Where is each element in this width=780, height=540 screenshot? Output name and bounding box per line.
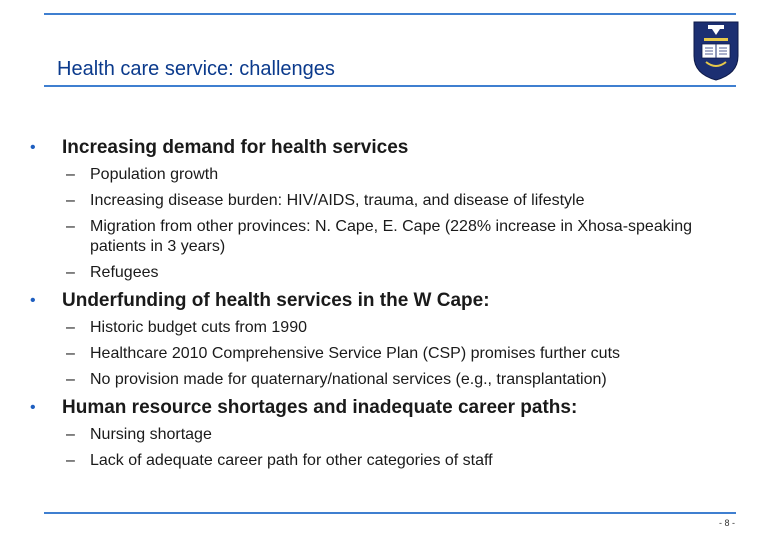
bullet-dot-icon: • bbox=[30, 399, 36, 416]
title-divider bbox=[44, 85, 736, 87]
bullet-level-1 bbox=[28, 289, 728, 313]
dash-icon: – bbox=[66, 192, 75, 209]
sub-bullet: – Increasing disease burden: HIV/AIDS, trauma, and disease of lifestyle bbox=[66, 192, 585, 209]
bullet-group bbox=[28, 289, 728, 390]
bullet-level-1 bbox=[28, 136, 728, 160]
slide-content bbox=[28, 136, 728, 477]
sub-bullet: – No provision made for quaternary/national services (e.g., transplantation) bbox=[66, 371, 607, 388]
bullet-group bbox=[28, 396, 728, 471]
university-crest-icon bbox=[692, 18, 740, 82]
sub-bullet: – Migration from other provinces: N. Cape, E. Cape (228% increase in Xhosa-speaking patients in 3 years) bbox=[66, 218, 693, 255]
bullet-dot-icon: • bbox=[30, 139, 36, 156]
bullet-group bbox=[28, 136, 728, 283]
dash-icon: – bbox=[66, 345, 75, 362]
sub-bullet: – Historic budget cuts from 1990 bbox=[66, 319, 307, 336]
sub-bullet: – Refugees bbox=[66, 264, 159, 281]
sub-bullet-list bbox=[28, 318, 728, 390]
dash-icon: – bbox=[66, 426, 75, 443]
dash-icon: – bbox=[66, 371, 75, 388]
sub-bullet-list bbox=[28, 425, 728, 471]
sub-bullet-list bbox=[28, 165, 728, 283]
bullet-text: Increasing demand for health services bbox=[62, 137, 409, 158]
bullet-dot-icon: • bbox=[30, 292, 36, 309]
bullet-level-1 bbox=[28, 396, 728, 420]
dash-icon: – bbox=[66, 319, 75, 336]
top-divider bbox=[44, 13, 736, 15]
sub-bullet: – Lack of adequate career path for other categories of staff bbox=[66, 452, 493, 469]
sub-bullet: – Nursing shortage bbox=[66, 426, 212, 443]
slide-title: Health care service: challenges bbox=[57, 58, 335, 80]
page-number: - 8 - bbox=[718, 518, 735, 528]
dash-icon: – bbox=[66, 166, 75, 183]
dash-icon: – bbox=[66, 452, 75, 469]
bullet-text: Underfunding of health services in the W Cape: bbox=[62, 290, 490, 311]
bullet-text: Human resource shortages and inadequate career paths: bbox=[62, 397, 578, 418]
sub-bullet: – Healthcare 2010 Comprehensive Service Plan (CSP) promises further cuts bbox=[66, 345, 621, 362]
sub-bullet: – Population growth bbox=[66, 166, 219, 183]
dash-icon: – bbox=[66, 218, 75, 235]
bottom-divider bbox=[44, 512, 736, 514]
dash-icon: – bbox=[66, 264, 75, 281]
